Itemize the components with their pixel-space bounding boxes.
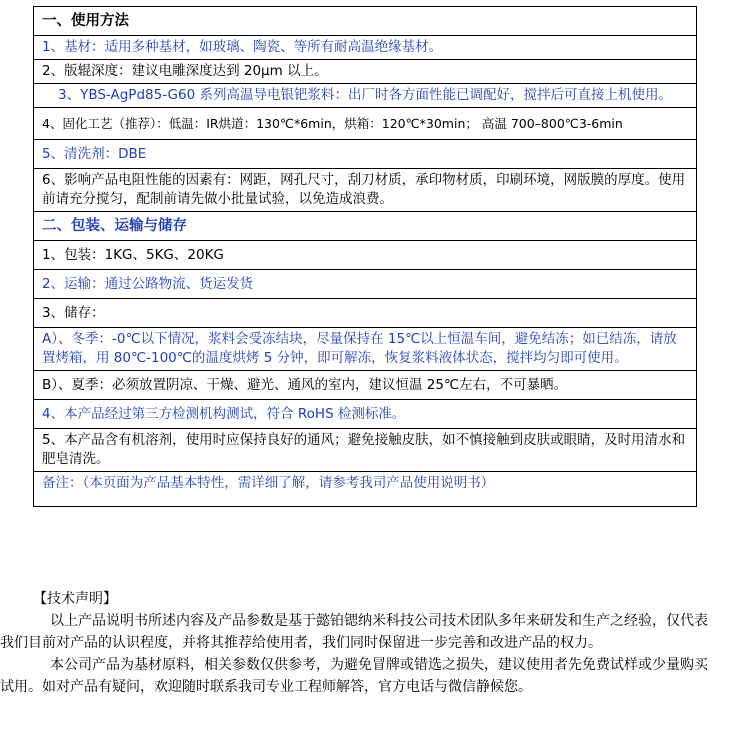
row-packaging: 1、包装：1KG、5KG、20KG	[34, 241, 697, 270]
row-transport: 2、运输：通过公路物流、货运发货	[34, 270, 697, 299]
row-note: 备注：（本页面为产品基本特性，需详细了解，请参考我司产品使用说明书）	[34, 472, 697, 507]
row-substrate: 1、基材：适用多种基材，如玻璃、陶瓷、等所有耐高温绝缘基材。	[34, 36, 697, 60]
spec-table	[33, 6, 697, 507]
notice-title: 【技术声明】	[33, 591, 117, 607]
row-summer: B）、夏季：必须放置阴凉、干燥、避光、通风的室内，建议恒温 25℃左右，不可暴晒。	[34, 371, 697, 400]
notice-paragraph-1: 以上产品说明书所述内容及产品参数是基于懿铂锶纳米科技公司技术团队多年来研发和生产之经验，仅代表我们目前对产品的认识程度，并将其推荐给使用者，我们同时保留进一步完善和改进产品的权力。	[0, 613, 708, 651]
row-roller-depth: 2、版辊深度：建议电雕深度达到 20μm 以上。	[34, 60, 697, 84]
row-cleaner: 5、清洗剂：DBE	[34, 140, 697, 169]
section-title-usage: 一、使用方法	[34, 7, 697, 36]
row-curing: 4、固化工艺（推荐）：低温：IR烘道：130℃*6min，烘箱：120℃*30min； 高温 700–800℃3-6min	[34, 108, 697, 140]
row-factors: 6、影响产品电阻性能的因素有：网距，网孔尺寸，刮刀材质，承印物材质，印刷环境，网版膜的厚度。使用前请充分搅匀，配制前请先做小批量试验，以免造成浪费。	[34, 169, 697, 212]
notice-paragraph-2: 本公司产品为基材原料，相关参数仅供参考，为避免冒牌或错选之损失，建议使用者先免费试样或少量购买试用。如对产品有疑问，欢迎随时联系我司专业工程师解答，官方电话与微信静候您。	[0, 657, 708, 695]
row-solvent: 5、本产品含有机溶剂，使用时应保持良好的通风；避免接触皮肤，如不慎接触到皮肤或眼睛，及时用清水和肥皂清洗。	[34, 429, 697, 472]
row-winter: A）、冬季：-0℃以下情况，浆料会受冻结块，尽量保持在 15℃以上恒温车间，避免结冻；如已结冻，请放置烤箱，用 80℃-100℃的温度烘烤 5 分钟，即可解冻，恢复浆料液体状态，搅拌均匀即可使用。	[34, 328, 697, 371]
row-paste-series: 3、YBS-AgPd85-G60 系列高温导电银钯浆料：出厂时各方面性能已调配好，搅拌后可直接上机使用。	[34, 84, 697, 108]
section-title-packaging: 二、包装、运输与储存	[34, 212, 697, 241]
row-storage: 3、储存：	[34, 299, 697, 328]
row-rohs: 4、本产品经过第三方检测机构测试，符合 RoHS 检测标准。	[34, 400, 697, 429]
technical-notice	[0, 588, 720, 698]
